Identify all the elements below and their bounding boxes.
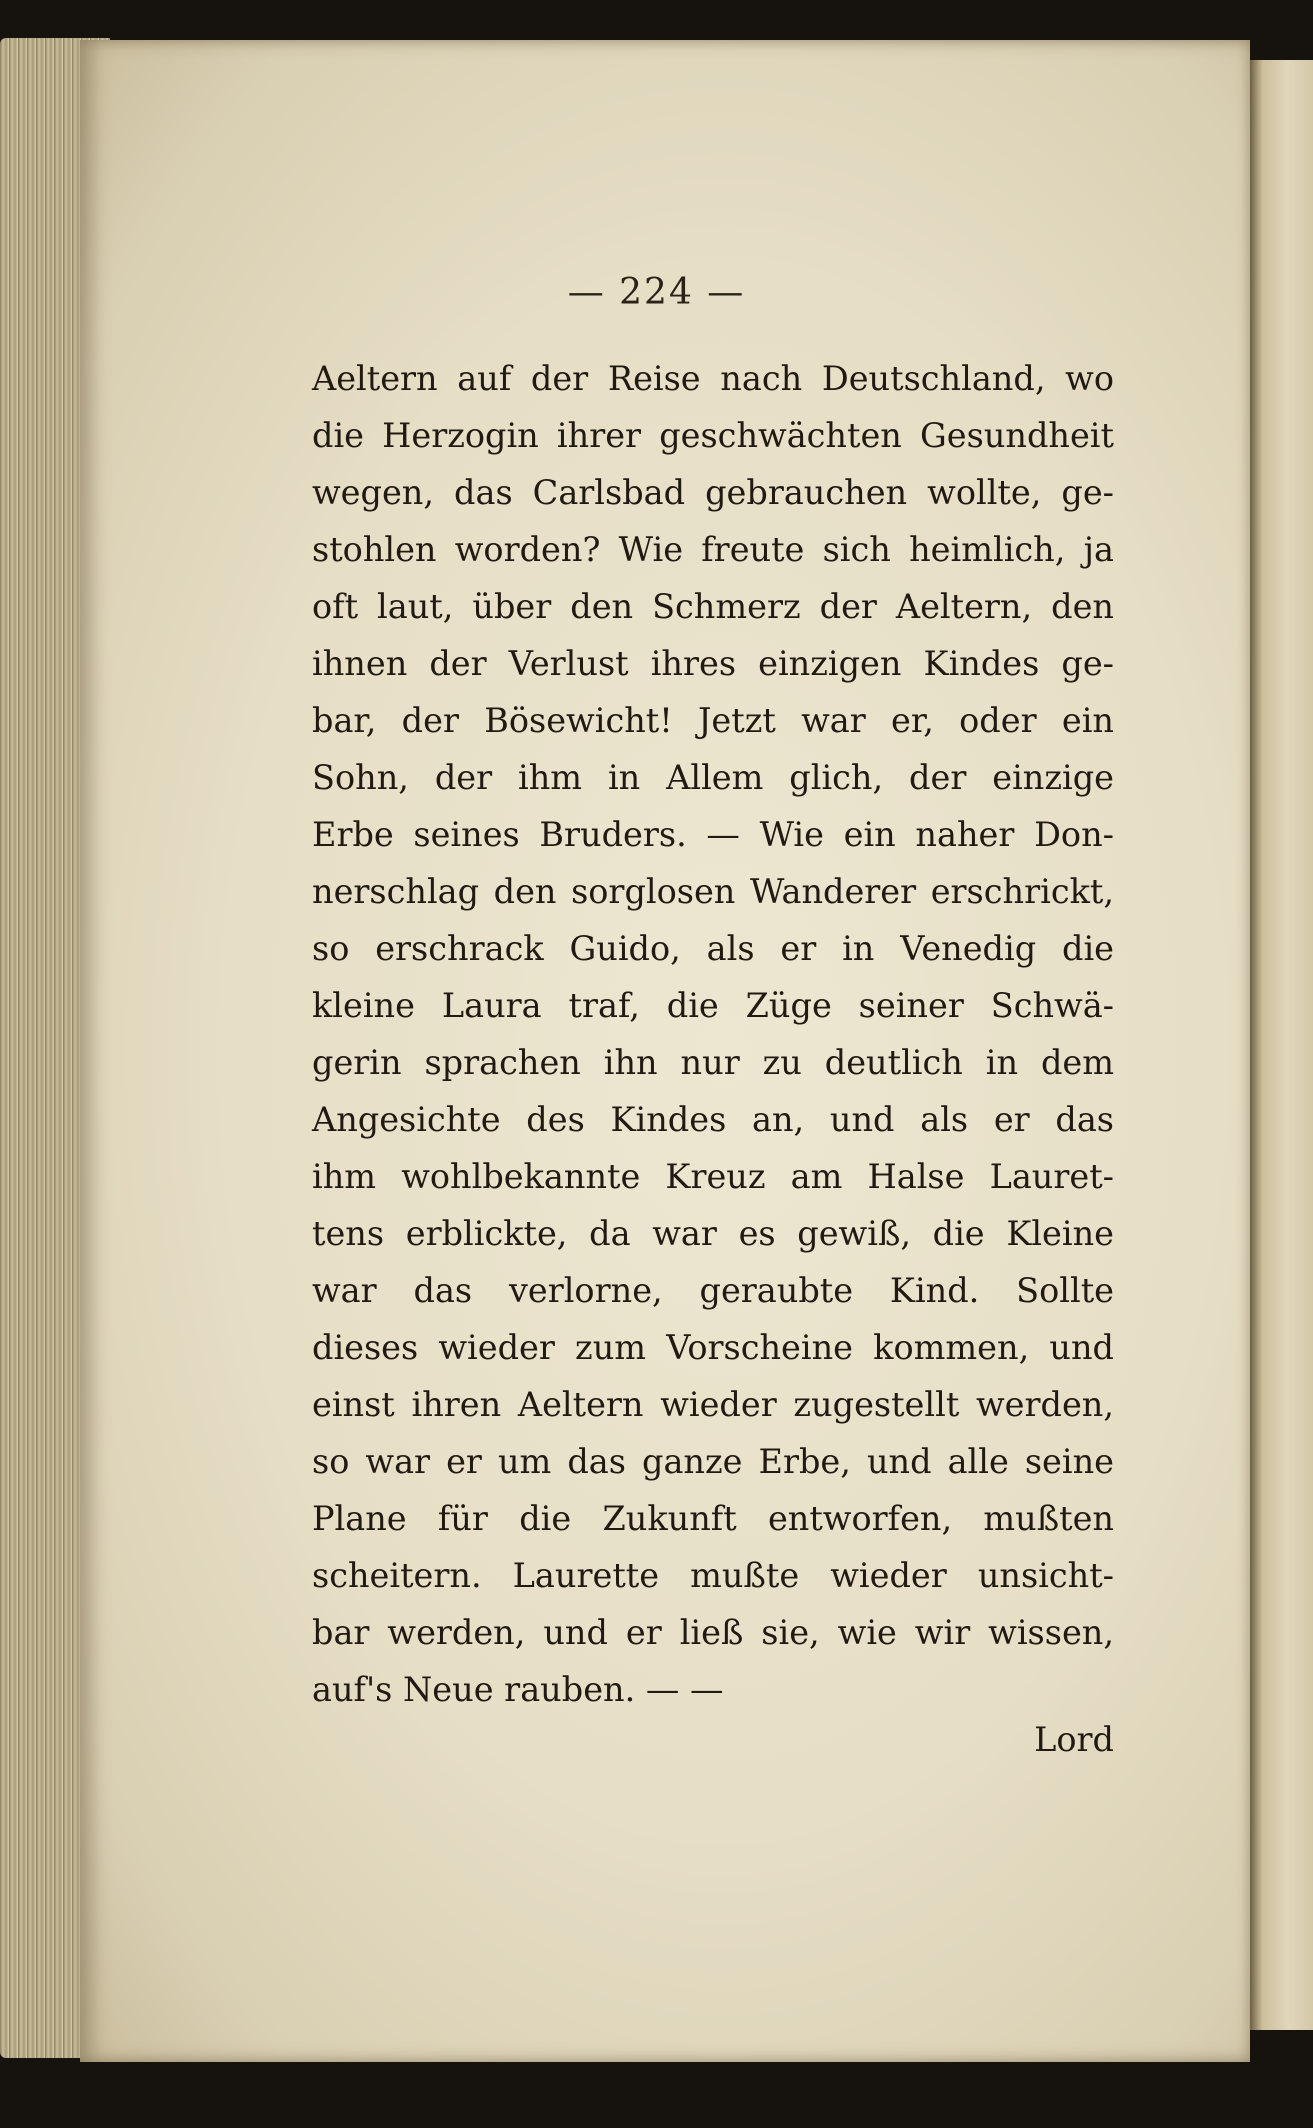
text-line: Plane für die Zukunft entworfen, mußten xyxy=(312,1499,1114,1538)
text-line: scheitern. Laurette mußte wieder unsicht- xyxy=(312,1556,1114,1595)
text-line: stohlen worden? Wie freute sich heimlich, ja xyxy=(312,530,1114,569)
page-number: — 224 — xyxy=(567,272,746,313)
text-line: die Herzogin ihrer geschwächten Gesundheit xyxy=(312,416,1114,455)
text-line: ihm wohlbekannte Kreuz am Halse Lauret- xyxy=(312,1157,1114,1196)
text-line: Erbe seines Bruders. — Wie ein naher Don- xyxy=(312,815,1114,854)
text-line: dieses wieder zum Vorscheine kommen, und xyxy=(312,1328,1114,1367)
text-line-last: auf's Neue rauben. — — xyxy=(312,1670,724,1709)
text-line: bar, der Bösewicht! Jetzt war er, oder ein xyxy=(312,701,1114,740)
text-line: so war er um das ganze Erbe, und alle seine xyxy=(312,1442,1114,1481)
text-line: gerin sprachen ihn nur zu deutlich in dem xyxy=(312,1043,1114,1082)
text-line: tens erblickte, da war es gewiß, die Kleine xyxy=(312,1214,1114,1253)
text-line: wegen, das Carlsbad gebrauchen wollte, ge- xyxy=(312,473,1114,512)
text-line: ihnen der Verlust ihres einzigen Kindes ge- xyxy=(312,644,1114,683)
text-line: Angesichte des Kindes an, und als er das xyxy=(312,1100,1114,1139)
text-line: so erschrack Guido, als er in Venedig die xyxy=(312,929,1114,968)
adjacent-page-edge xyxy=(1250,60,1313,2030)
text-line: bar werden, und er ließ sie, wie wir wissen, xyxy=(312,1613,1114,1652)
text-line: einst ihren Aeltern wieder zugestellt werden, xyxy=(312,1385,1114,1424)
catchword: Lord xyxy=(1034,1720,1114,1759)
text-line: Aeltern auf der Reise nach Deutschland, wo xyxy=(312,359,1114,398)
text-line: Sohn, der ihm in Allem glich, der einzige xyxy=(312,758,1114,797)
text-line: oft laut, über den Schmerz der Aeltern, den xyxy=(312,587,1114,626)
text-line: war das verlorne, geraubte Kind. Sollte xyxy=(312,1271,1114,1310)
body-text xyxy=(312,350,1114,1718)
text-line: nerschlag den sorglosen Wanderer erschrickt, xyxy=(312,872,1114,911)
text-line: kleine Laura traf, die Züge seiner Schwä- xyxy=(312,986,1114,1025)
